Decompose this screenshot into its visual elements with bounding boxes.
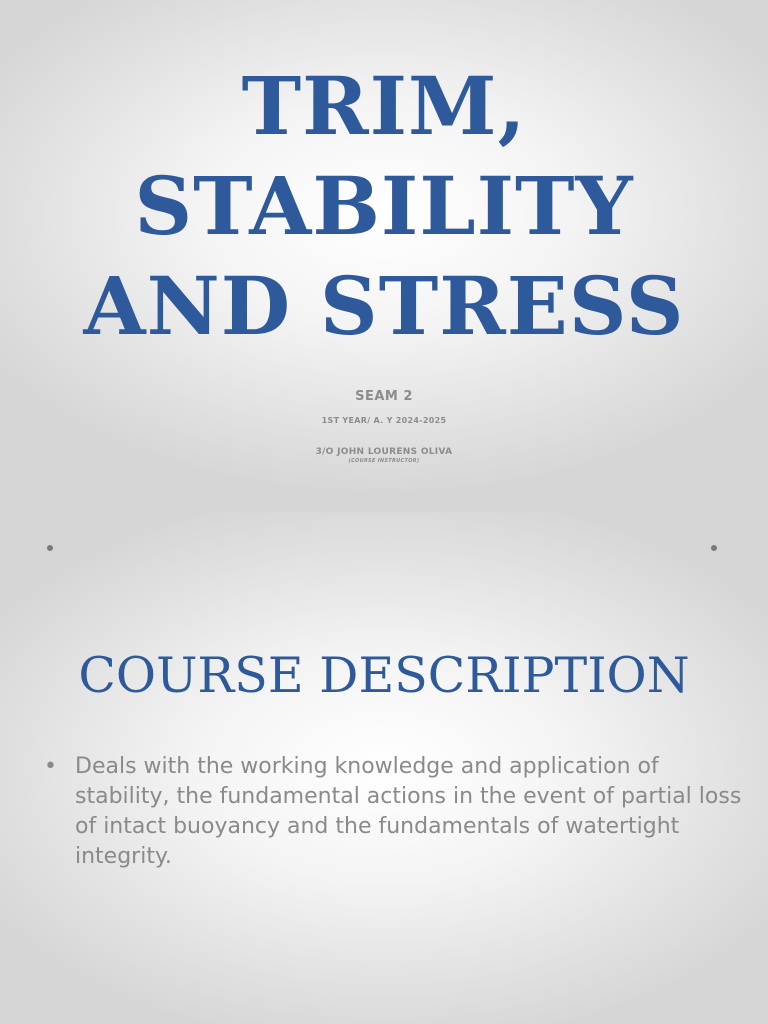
year-term: 1ST YEAR/ A. Y 2024-2025 (321, 416, 447, 425)
list-item (44, 752, 744, 872)
title-line-2: STABILITY (134, 159, 634, 253)
title-line-1: TRIM, (241, 59, 527, 153)
bullet-dot-right (711, 545, 717, 551)
instructor-name: 3/O JOHN LOURENS OLIVA (315, 447, 453, 457)
instructor-role: (COURSE INSTRUCTOR) (348, 458, 420, 464)
subtitle-block (0, 388, 768, 465)
bullet-text: Deals with the working knowledge and application of stability, the fundamental actions in the event of partial loss of intact buoyancy and the fundamentals of watertight integrity. (75, 754, 742, 869)
title-line-3: AND STRESS (83, 259, 685, 353)
course-code: SEAM 2 (355, 389, 413, 404)
bullet-icon: • (44, 754, 57, 779)
bullet-dot-left (47, 545, 53, 551)
section-heading: COURSE DESCRIPTION (78, 647, 690, 704)
description-list (44, 752, 744, 872)
slide-title (0, 56, 768, 356)
